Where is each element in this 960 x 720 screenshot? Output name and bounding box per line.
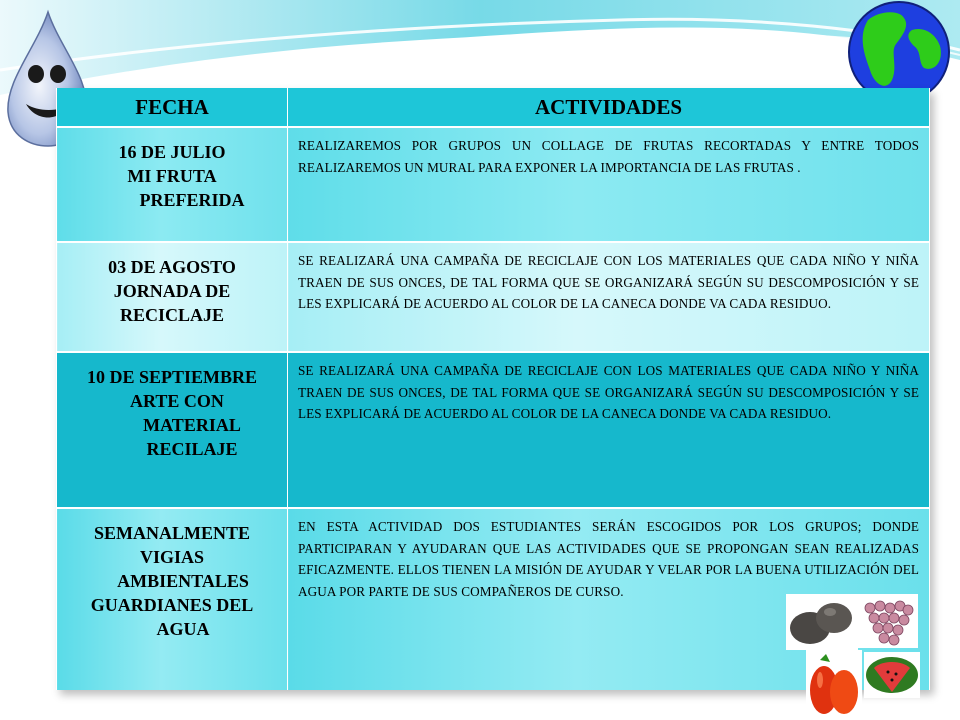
fecha-line: 03 DE AGOSTO: [108, 257, 236, 277]
fecha-cell: [57, 352, 288, 508]
actividad-cell: SE REALIZARÁ UNA CAMPAÑA DE RECICLAJE CON LOS MATERIALES QUE CADA NIÑO Y NIÑA TRAEN DE SUS ONCES, DE TAL FORMA QUE SE ORGANIZARÁ SEGÚN SU DESCOMPOSICIÓN Y SE LES EXPLICARÁ DE ACUERDO AL COLOR DE LA CANECA DONDE VA CADA RESIDUO.: [288, 352, 930, 508]
header-fecha: FECHA: [57, 88, 288, 127]
fecha-line: RECICLAJE: [119, 305, 225, 325]
fecha-line: VIGIAS: [139, 547, 205, 567]
fecha-line: MATERIAL: [143, 415, 241, 435]
fecha-line: AMBIENTALES: [117, 571, 249, 591]
fecha-line: JORNADA DE: [113, 281, 231, 301]
grapes-fruit-icon: [858, 594, 918, 648]
actividad-cell: REALIZAREMOS POR GRUPOS UN COLLAGE DE FRUTAS RECORTADAS Y ENTRE TODOS REALIZAREMOS UN MURAL PARA EXPONER LA IMPORTANCIA DE LAS FRUTAS .: [288, 127, 930, 242]
fecha-line: GUARDIANES DEL: [90, 595, 254, 615]
fecha-cell: [57, 242, 288, 352]
fecha-cell: [57, 127, 288, 242]
fecha-line: PREFERIDA: [139, 190, 245, 210]
apples-fruit-icon: [806, 650, 862, 720]
coconut-fruit-icon: [786, 594, 858, 650]
fecha-line: SEMANALMENTE: [93, 523, 250, 543]
table-header-row: [57, 88, 930, 127]
fecha-cell: [57, 508, 288, 690]
header-actividades: ACTIVIDADES: [288, 88, 930, 127]
table-row: [57, 127, 930, 242]
fecha-line: 10 DE SEPTIEMBRE: [86, 367, 258, 387]
fecha-line: AGUA: [156, 619, 210, 639]
fecha-line: 16 DE JULIO: [118, 142, 226, 162]
fecha-line: MI FRUTA: [127, 166, 217, 186]
fecha-line: ARTE CON: [130, 391, 224, 411]
fecha-line: RECILAJE: [146, 439, 238, 459]
table-row: [57, 352, 930, 508]
actividad-cell: EN ESTA ACTIVIDAD DOS ESTUDIANTES SERÁN ESCOGIDOS POR LOS GRUPOS; DONDE PARTICIPARAN Y AYUDARAN QUE LAS ACTIVIDADES QUE SE PROPONGAN SEAN REALIZADAS EFICAZMENTE. ELLOS TIENEN LA MISIÓN DE AYUDAR Y VELAR POR LA BUENA UTILIZACIÓN DEL AGUA POR PARTE DE SUS COMPAÑEROS DE CURSO.: [288, 508, 930, 690]
table-row: [57, 242, 930, 352]
actividad-cell: SE REALIZARÁ UNA CAMPAÑA DE RECICLAJE CON LOS MATERIALES QUE CADA NIÑO Y NIÑA TRAEN DE SUS ONCES, DE TAL FORMA QUE SE ORGANIZARÁ SEGÚN SU DESCOMPOSICIÓN Y SE LES EXPLICARÁ DE ACUERDO AL COLOR DE LA CANECA DONDE VA CADA RESIDUO.: [288, 242, 930, 352]
watermelon-fruit-icon: [864, 652, 920, 698]
